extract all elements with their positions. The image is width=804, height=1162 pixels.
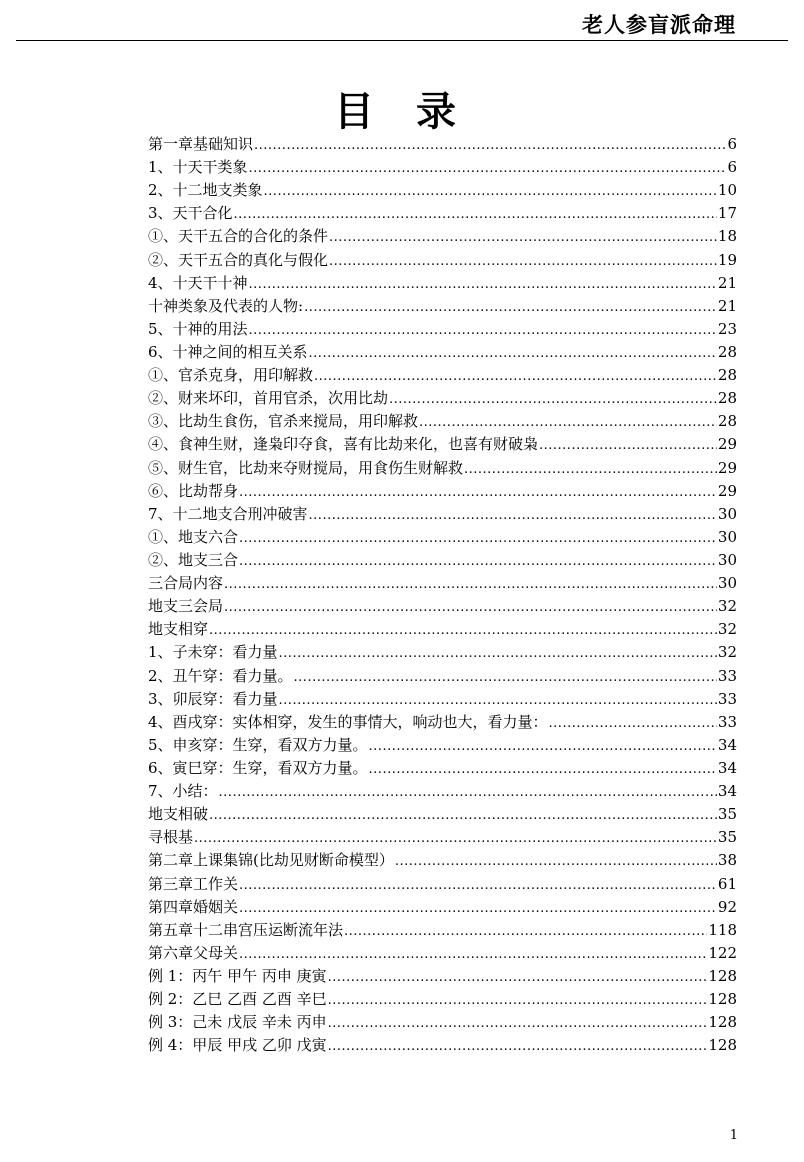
toc-dot-leader bbox=[279, 689, 717, 712]
toc-entry[interactable] bbox=[148, 295, 737, 318]
toc-entry[interactable] bbox=[148, 156, 737, 179]
toc-entry-page: 28 bbox=[717, 366, 737, 385]
toc-dot-leader bbox=[419, 411, 717, 434]
toc-dot-leader bbox=[239, 874, 717, 897]
toc-entry-page: 128 bbox=[708, 1013, 737, 1032]
toc-entry[interactable] bbox=[148, 433, 737, 456]
toc-dot-leader bbox=[549, 712, 717, 735]
toc-dot-leader bbox=[309, 342, 717, 365]
toc-dot-leader bbox=[209, 804, 717, 827]
toc-entry-label: 第五章十二串宫压运断流年法 bbox=[148, 920, 344, 939]
toc-entry-page: 28 bbox=[717, 389, 737, 408]
toc-entry-label: 6、十神之间的相互关系 bbox=[148, 342, 308, 361]
page-number: 1 bbox=[729, 1128, 738, 1143]
toc-dot-leader bbox=[194, 827, 717, 850]
toc-entry-label: 1、十天干类象 bbox=[148, 158, 248, 177]
toc-entry-label: ③、比劫生食伤，官杀来搅局，用印解救 bbox=[148, 412, 419, 431]
toc-dot-leader bbox=[224, 596, 717, 619]
toc-dot-leader bbox=[239, 527, 717, 550]
toc-entry[interactable] bbox=[148, 988, 737, 1011]
toc-entry-label: 例 3：己未 戊辰 辛未 丙申 bbox=[148, 1013, 327, 1032]
toc-entry-page: 128 bbox=[708, 1036, 737, 1055]
toc-entry-page: 122 bbox=[708, 943, 737, 962]
toc-entry[interactable] bbox=[148, 179, 737, 202]
header-divider bbox=[16, 40, 788, 41]
toc-entry[interactable] bbox=[148, 225, 737, 248]
toc-entry[interactable] bbox=[148, 272, 737, 295]
toc-entry-page: 128 bbox=[708, 966, 737, 985]
toc-dot-leader bbox=[539, 434, 717, 457]
toc-entry-page: 23 bbox=[717, 319, 737, 338]
toc-dot-leader bbox=[254, 134, 726, 157]
toc-entry[interactable] bbox=[148, 826, 737, 849]
toc-entry[interactable] bbox=[148, 595, 737, 618]
toc-entry-label: 第二章上课集锦(比劫见财断命模型） bbox=[148, 851, 394, 870]
toc-entry-page: 38 bbox=[717, 851, 737, 870]
toc-entry[interactable] bbox=[148, 1034, 737, 1057]
toc-entry-page: 128 bbox=[708, 990, 737, 1009]
toc-dot-leader bbox=[344, 920, 707, 943]
toc-entry-label: 三合局内容 bbox=[148, 574, 224, 593]
toc-entry[interactable] bbox=[148, 942, 737, 965]
toc-entry-label: 4、酉戌穿：实体相穿，发生的事情大，响动也大，看力量： bbox=[148, 712, 548, 731]
toc-entry-page: 30 bbox=[717, 527, 737, 546]
toc-dot-leader bbox=[239, 897, 717, 920]
toc-entry-label: ①、官杀克身，用印解救 bbox=[148, 366, 314, 385]
toc-entry-page: 61 bbox=[717, 874, 737, 893]
toc-entry[interactable] bbox=[148, 503, 737, 526]
toc-entry-page: 34 bbox=[717, 782, 737, 801]
toc-entry-page: 33 bbox=[717, 689, 737, 708]
toc-entry-page: 6 bbox=[727, 135, 737, 153]
toc-dot-leader bbox=[328, 966, 708, 989]
toc-entry-page: 28 bbox=[717, 342, 737, 361]
toc-entry-page: 32 bbox=[717, 597, 737, 616]
toc-entry[interactable] bbox=[148, 780, 737, 803]
toc-entry-page: 30 bbox=[717, 504, 737, 523]
toc-entry-label: ⑤、财生官，比劫来夺财搅局，用食伤生财解救 bbox=[148, 458, 464, 477]
toc-entry-label: 第六章父母关 bbox=[148, 943, 239, 962]
toc-entry[interactable] bbox=[148, 410, 737, 433]
toc-entry[interactable] bbox=[148, 572, 737, 595]
toc-entry-page: 29 bbox=[717, 481, 737, 500]
toc-entry-label: 例 4：甲辰 甲戌 乙卯 戊寅 bbox=[148, 1036, 327, 1055]
toc-entry-page: 34 bbox=[717, 758, 737, 777]
toc-entry-label: ②、地支三合 bbox=[148, 550, 239, 569]
toc-entry-page: 33 bbox=[717, 666, 737, 685]
toc-dot-leader bbox=[224, 573, 717, 596]
toc-dot-leader bbox=[328, 989, 708, 1012]
table-of-contents bbox=[148, 133, 737, 1057]
toc-entry-label: 4、十天干十神 bbox=[148, 273, 248, 292]
toc-dot-leader bbox=[464, 458, 717, 481]
toc-entry-label: ①、天干五合的合化的条件 bbox=[148, 227, 329, 246]
toc-entry-page: 29 bbox=[717, 435, 737, 454]
toc-dot-leader bbox=[239, 550, 717, 573]
toc-entry-page: 21 bbox=[717, 273, 737, 292]
toc-entry-label: 2、十二地支类象 bbox=[148, 181, 263, 200]
page-title: 目 录 bbox=[334, 88, 470, 135]
toc-entry-label: 例 2：乙巳 乙酉 乙酉 辛巳 bbox=[148, 990, 327, 1009]
toc-dot-leader bbox=[249, 319, 717, 342]
toc-entry[interactable] bbox=[148, 457, 737, 480]
toc-entry-label: 7、十二地支合刑冲破害 bbox=[148, 504, 308, 523]
toc-dot-leader bbox=[209, 619, 717, 642]
toc-dot-leader bbox=[234, 203, 717, 226]
toc-entry-label: 第一章基础知识 bbox=[148, 135, 254, 153]
toc-entry-label: 6、寅巳穿：生穿，看双方力量。 bbox=[148, 758, 368, 777]
toc-dot-leader bbox=[328, 1012, 708, 1035]
toc-entry[interactable] bbox=[148, 873, 737, 896]
toc-entry-label: 第三章工作关 bbox=[148, 874, 239, 893]
toc-dot-leader bbox=[329, 226, 717, 249]
toc-entry[interactable] bbox=[148, 249, 737, 272]
toc-entry[interactable] bbox=[148, 341, 737, 364]
toc-entry-label: 地支三会局 bbox=[148, 597, 224, 616]
toc-entry[interactable] bbox=[148, 387, 737, 410]
toc-dot-leader bbox=[294, 666, 717, 689]
toc-entry[interactable] bbox=[148, 965, 737, 988]
toc-entry[interactable] bbox=[148, 1011, 737, 1034]
toc-dot-leader bbox=[304, 296, 717, 319]
toc-entry[interactable] bbox=[148, 734, 737, 757]
toc-entry-label: 十神类象及代表的人物: bbox=[148, 296, 304, 315]
toc-entry[interactable] bbox=[148, 849, 737, 872]
toc-entry-page: 30 bbox=[717, 550, 737, 569]
toc-entry-label: 1、子未穿：看力量 bbox=[148, 643, 278, 662]
toc-entry[interactable] bbox=[148, 641, 737, 664]
toc-entry[interactable] bbox=[148, 618, 737, 641]
toc-entry[interactable] bbox=[148, 526, 737, 549]
toc-dot-leader bbox=[239, 943, 707, 966]
toc-dot-leader bbox=[369, 735, 717, 758]
toc-entry[interactable] bbox=[148, 757, 737, 780]
toc-entry-label: 7、小结： bbox=[148, 782, 218, 801]
toc-entry-page: 18 bbox=[717, 227, 737, 246]
toc-entry-page: 30 bbox=[717, 574, 737, 593]
toc-entry-page: 118 bbox=[708, 920, 737, 939]
toc-entry-page: 17 bbox=[717, 204, 737, 223]
toc-entry-page: 10 bbox=[717, 181, 737, 200]
toc-entry-label: ④、食神生财，逢枭印夺食，喜有比劫来化，也喜有财破枭 bbox=[148, 435, 539, 454]
toc-entry[interactable] bbox=[148, 202, 737, 225]
toc-dot-leader bbox=[264, 180, 717, 203]
toc-entry-label: ①、地支六合 bbox=[148, 527, 239, 546]
toc-entry-label: 例 1：丙午 甲午 丙申 庚寅 bbox=[148, 966, 327, 985]
toc-entry-page: 29 bbox=[717, 458, 737, 477]
toc-entry-page: 34 bbox=[717, 735, 737, 754]
toc-entry-label: 地支相破 bbox=[148, 805, 209, 824]
toc-entry-page: 35 bbox=[717, 828, 737, 847]
toc-dot-leader bbox=[328, 1035, 708, 1058]
toc-entry-label: 5、申亥穿：生穿，看双方力量。 bbox=[148, 735, 368, 754]
toc-dot-leader bbox=[249, 273, 717, 296]
toc-entry[interactable] bbox=[148, 665, 737, 688]
toc-dot-leader bbox=[279, 642, 717, 665]
toc-entry[interactable] bbox=[148, 688, 737, 711]
toc-entry-label: 5、十神的用法 bbox=[148, 319, 248, 338]
toc-entry-page: 33 bbox=[717, 712, 737, 731]
toc-entry-label: 第四章婚姻关 bbox=[148, 897, 239, 916]
toc-dot-leader bbox=[369, 758, 717, 781]
toc-entry-label: 3、卯辰穿：看力量 bbox=[148, 689, 278, 708]
toc-dot-leader bbox=[389, 388, 717, 411]
toc-entry-label: 寻根基 bbox=[148, 828, 194, 847]
toc-dot-leader bbox=[309, 504, 717, 527]
toc-entry[interactable] bbox=[148, 364, 737, 387]
toc-entry-label: 3、天干合化 bbox=[148, 204, 233, 223]
toc-entry[interactable] bbox=[148, 896, 737, 919]
toc-entry-page: 32 bbox=[717, 620, 737, 639]
toc-dot-leader bbox=[239, 481, 717, 504]
toc-entry-label: ②、财来坏印，首用官杀，次用比劫 bbox=[148, 389, 389, 408]
toc-dot-leader bbox=[314, 365, 717, 388]
toc-entry[interactable] bbox=[148, 318, 737, 341]
toc-entry-page: 19 bbox=[717, 250, 737, 269]
toc-entry-page: 92 bbox=[717, 897, 737, 916]
toc-entry-label: 2、丑午穿：看力量。 bbox=[148, 666, 293, 685]
toc-entry-page: 32 bbox=[717, 643, 737, 662]
toc-dot-leader bbox=[219, 781, 717, 804]
toc-entry[interactable] bbox=[148, 919, 737, 942]
toc-entry[interactable] bbox=[148, 133, 737, 156]
toc-entry-page: 21 bbox=[717, 296, 737, 315]
toc-dot-leader bbox=[329, 250, 717, 273]
toc-entry[interactable] bbox=[148, 480, 737, 503]
toc-entry[interactable] bbox=[148, 549, 737, 572]
toc-entry-label: ⑥、比劫帮身 bbox=[148, 481, 239, 500]
toc-dot-leader bbox=[395, 850, 717, 873]
toc-entry-label: ②、天干五合的真化与假化 bbox=[148, 250, 329, 269]
toc-entry[interactable] bbox=[148, 803, 737, 826]
toc-entry-page: 6 bbox=[727, 158, 737, 177]
toc-entry-label: 地支相穿 bbox=[148, 620, 209, 639]
toc-dot-leader bbox=[249, 157, 727, 180]
toc-entry[interactable] bbox=[148, 711, 737, 734]
running-header-title: 老人参盲派命理 bbox=[582, 12, 736, 37]
toc-entry-page: 28 bbox=[717, 412, 737, 431]
toc-entry-page: 35 bbox=[717, 805, 737, 824]
